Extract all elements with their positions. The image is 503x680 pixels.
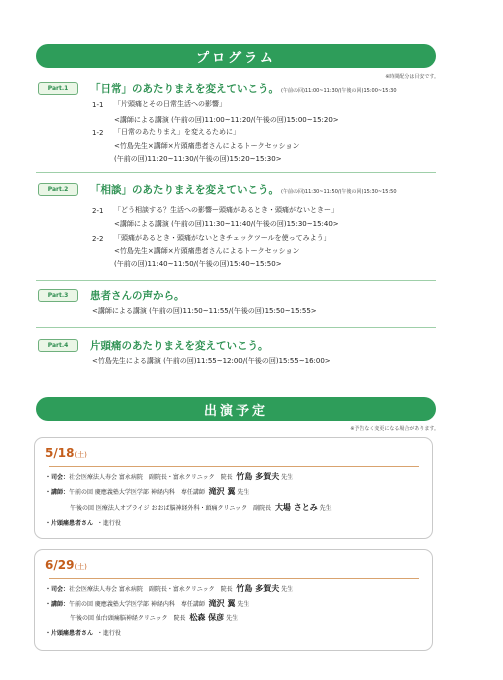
item-line: (午前の回)11:40~11:50/(午後の回)15:40~15:50> — [114, 260, 282, 268]
cast-row: ・講師：午前の回 慶應義塾大学医学部 神経内科 専任講師 滝沢 翼 先生 — [45, 487, 250, 496]
cast-row: 午後の回 医療法人オブライジ おおば脳神経外科・頭痛クリニック 副院長 大場 さとみ 先生 — [70, 503, 332, 512]
item-line: <講師による講演 (午前の回)11:30~11:40/(午後の回)15:30~15:40> — [114, 220, 339, 228]
part-2-title: 「相談」のあたりまえを変えていこう。 (午前の回)11:30~11:50/(午後の回)15:30~15:50 — [90, 184, 397, 196]
cast-banner — [36, 397, 436, 421]
item-line: 「頭痛があるとき・頭痛がないときチェックツールを使ってみよう」 — [114, 234, 331, 242]
cast-row: ・講師：午前の回 慶應義塾大学医学部 神経内科 専任講師 滝沢 翼 先生 — [45, 599, 250, 608]
event-card — [34, 437, 433, 539]
cast-row: ・片頭痛患者さん ・進行役 — [45, 630, 121, 637]
date-underline — [49, 466, 419, 467]
item-line: 「どう相談する？生活への影響ー頭痛があるとき・頭痛がないときー」 — [114, 206, 338, 214]
cast-title: 出演予定 — [203, 403, 268, 419]
program-title: プログラム — [196, 50, 276, 66]
part-4-label: Part.4 — [38, 339, 78, 352]
part-1-label: Part.1 — [38, 82, 78, 95]
program-banner — [36, 44, 436, 68]
part-4-title: 片頭痛のあたりまえを変えていこう。 — [90, 340, 269, 352]
date-underline — [49, 578, 419, 579]
part-2-time: (午前の回)11:30~11:50/(午後の回)15:30~15:50 — [281, 189, 397, 195]
item-number: 1-2 — [92, 129, 104, 137]
part-1-time: (午前の回)11:00~11:30/(午後の回)15:00~15:30 — [281, 88, 397, 94]
time-note: ※時間配分は目安です。 — [385, 74, 439, 80]
cast-note: ※予告なく変更になる場合があります。 — [350, 426, 439, 432]
item-line: <竹島先生×講師×片頭痛患者さんによるトークセッション — [114, 142, 300, 150]
item-line: 「片頭痛とその日常生活への影響」 — [114, 100, 226, 108]
event-date: 5/18(土) — [45, 446, 87, 460]
item-line: <竹島先生による講演 (午前の回)11:55~12:00/(午後の回)15:55~16:00> — [92, 357, 331, 365]
item-line: 「日常のあたりまえ」を変えるために」 — [114, 128, 240, 136]
item-number: 2-1 — [92, 207, 104, 215]
part-1-title: 「日常」のあたりまえを変えていこう。 (午前の回)11:00~11:30/(午後の回)15:00~15:30 — [90, 83, 397, 95]
item-line: <講師による講演 (午前の回)11:50~11:55/(午後の回)15:50~15:55> — [92, 307, 317, 315]
cast-row: 午後の回 仙台頭痛脳神経クリニック 院長 松森 保彦 先生 — [70, 613, 239, 622]
item-number: 2-2 — [92, 235, 104, 243]
item-line: <講師による講演 (午前の回)11:00~11:20/(午後の回)15:00~15:20> — [114, 116, 339, 124]
event-date: 6/29(土) — [45, 558, 87, 572]
part-3-title: 患者さんの声から。 — [90, 290, 185, 302]
divider — [36, 172, 436, 173]
item-line: (午前の回)11:20~11:30/(午後の回)15:20~15:30> — [114, 155, 282, 163]
cast-row: ・片頭痛患者さん ・進行役 — [45, 520, 121, 527]
divider — [36, 280, 436, 281]
cast-row: ・司会：社会医療法人寿会 富永病院 副院長・富永クリニック 院長 竹島 多賀夫 先生 — [45, 472, 294, 481]
cast-row: ・司会：社会医療法人寿会 富永病院 副院長・富永クリニック 院長 竹島 多賀夫 先生 — [45, 584, 294, 593]
item-number: 1-1 — [92, 101, 104, 109]
part-3-label: Part.3 — [38, 289, 78, 302]
event-card — [34, 549, 433, 651]
part-2-label: Part.2 — [38, 183, 78, 196]
item-line: <竹島先生×講師×片頭痛患者さんによるトークセッション — [114, 247, 300, 255]
divider — [36, 327, 436, 328]
